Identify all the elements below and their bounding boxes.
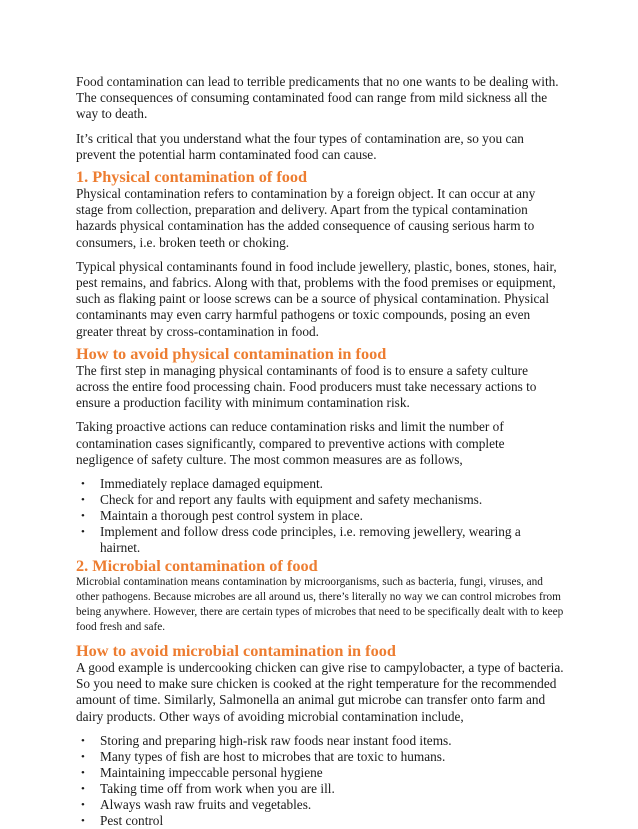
list-item: • Taking time off from work when you are ill. xyxy=(81,780,335,796)
section-heading-microbial: 2. Microbial contamination of food xyxy=(76,556,318,576)
physical-paragraph-2: Typical physical contaminants found in food include jewellery, plastic, bones, stones, hair, pest remains, and fabrics. Along with that, problems with the food premises or equipment, such as flaking paint or loose screws can be a source of physical contamination. Physical contaminants may even carry harmful pathogens or toxic compounds, posing an even greater threat by cross-contamination in food. xyxy=(76,258,557,339)
bullet-icon: • xyxy=(81,766,85,779)
bullet-icon: • xyxy=(81,750,85,763)
bullet-icon: • xyxy=(81,814,85,827)
microbial-paragraph-1: Microbial contamination means contamination by microorganisms, such as bacteria, fungi, viruses, and other pathogens. Because microbes are all around us, there’s literally no way we can control microbes from being anywhere. However, there are certain types of microbes that need to be specifically dealt with to keep food fresh and safe. xyxy=(76,576,564,634)
list-item: • Always wash raw fruits and vegetables. xyxy=(81,796,312,812)
bullet-icon: • xyxy=(81,782,85,795)
microbial-measures-list xyxy=(76,733,564,829)
list-item: • Storing and preparing high-risk raw foods near instant food items. xyxy=(81,732,452,748)
section-heading-physical: 1. Physical contamination of food xyxy=(76,167,308,187)
section-heading-avoid-microbial: How to avoid microbial contamination in food xyxy=(76,641,396,661)
bullet-icon: • xyxy=(81,478,85,491)
intro-paragraph-1: Food contamination can lead to terrible predicaments that no one wants to be dealing with. The consequences of consuming contaminated food can range from mild sickness all the way to death. xyxy=(76,74,559,122)
bullet-icon: • xyxy=(81,526,85,539)
avoid-microbial-paragraph-1: A good example is undercooking chicken can give rise to campylobacter, a type of bacteria. So you need to make sure chicken is cooked at the right temperature for the recommended amount of time. Similarly, Salmonella an animal gut microbe can transfer onto farm and dairy products. Other ways of avoiding microbial contamination include, xyxy=(76,660,564,724)
document-body xyxy=(76,74,564,829)
list-item: • Many types of fish are host to microbes that are toxic to humans. xyxy=(81,748,446,764)
bullet-icon: • xyxy=(81,510,85,523)
physical-measures-list xyxy=(76,476,564,556)
intro-paragraph-2: It’s critical that you understand what the four types of contamination are, so you can prevent the potential harm contaminated food can cause. xyxy=(76,130,524,162)
list-item: • Implement and follow dress code principles, i.e. removing jewellery, wearing a hairnet. xyxy=(81,524,521,556)
bullet-icon: • xyxy=(81,734,85,747)
list-item: • Pest control xyxy=(81,812,164,828)
bullet-icon: • xyxy=(81,798,85,811)
avoid-physical-paragraph-1: The first step in managing physical contaminants of food is to ensure a safety culture across the entire food processing chain. Food producers must take necessary actions to ensure a production facility with minimum contamination risk. xyxy=(76,362,537,411)
physical-paragraph-1: Physical contamination refers to contamination by a foreign object. It can occur at any stage from collection, preparation and delivery. Apart from the typical contamination hazards physical contamination has the added consequence of causing serious harm to consumers, i.e. broken teeth or choking. xyxy=(76,186,536,250)
list-item: • Maintaining impeccable personal hygiene xyxy=(81,764,323,780)
bullet-icon: • xyxy=(81,494,85,507)
avoid-physical-paragraph-2: Taking proactive actions can reduce contamination risks and limit the number of contamination cases significantly, compared to preventive actions with complete negligence of safety culture. The most common measures are as follows, xyxy=(76,419,505,467)
list-item: • Check for and report any faults with equipment and safety mechanisms. xyxy=(81,492,483,508)
list-item: • Immediately replace damaged equipment. xyxy=(81,476,323,492)
list-item: • Maintain a thorough pest control system in place. xyxy=(81,508,363,524)
section-heading-avoid-physical: How to avoid physical contamination in food xyxy=(76,343,387,363)
